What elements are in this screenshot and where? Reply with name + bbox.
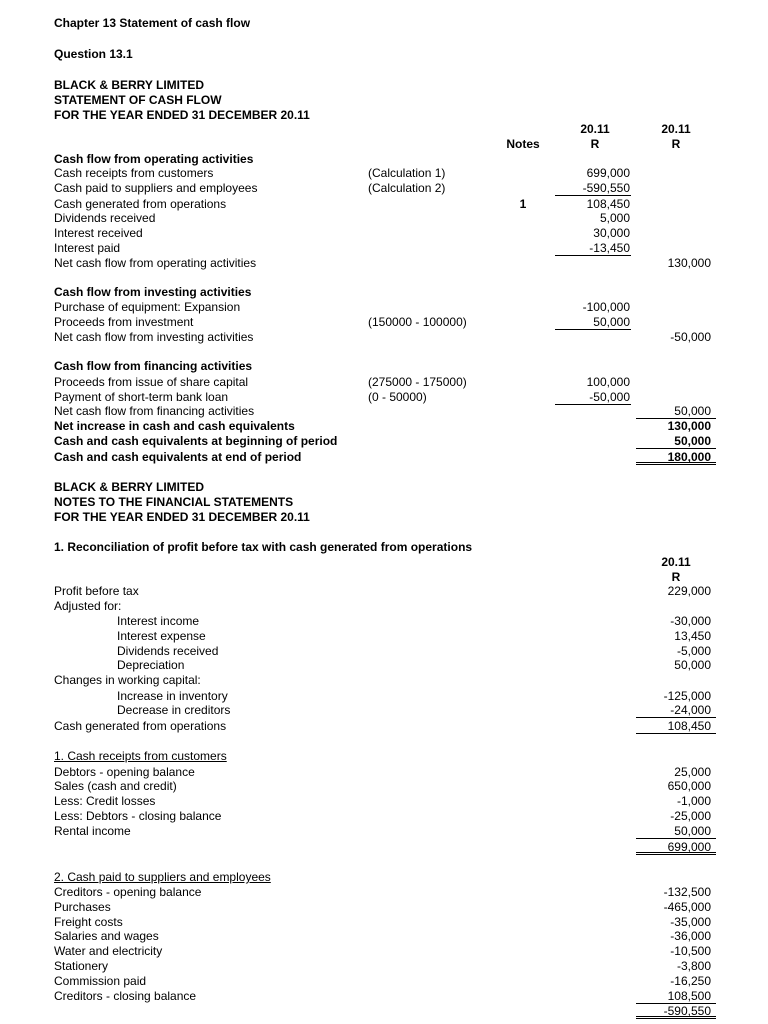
calculation-reference: (150000 - 100000) [368,315,467,329]
statement-title: STATEMENT OF CASH FLOW [54,93,222,107]
subtotal-amount: 50,000 [636,404,716,419]
line-item-label: Rental income [54,824,131,838]
line-item-label: Water and electricity [54,944,163,958]
note-reference: 1 [519,197,527,211]
line-item-amount: -465,000 [663,900,711,914]
line-item-label: Stationery [54,959,109,973]
line-item-amount: -590,550 [555,181,631,196]
line-item-label: Depreciation [117,658,185,672]
calculation-1-title: 1. Cash receipts from customers [54,749,227,763]
line-item-label: Increase in inventory [117,689,228,703]
line-item-label: Creditors - opening balance [54,885,202,899]
line-item-amount: 100,000 [586,375,630,389]
subtotal-amount: -50,000 [670,330,711,344]
line-item-label: Interest received [54,226,143,240]
line-item-amount: -10,500 [670,944,711,958]
calculation-2-title: 2. Cash paid to suppliers and employees [54,870,271,884]
calculation-reference: (0 - 50000) [368,390,427,404]
total-amount: 50,000 [636,434,716,449]
line-item-label: Interest paid [54,241,121,255]
currency-header: R [671,570,681,584]
calculation-total: -590,550 [636,1004,716,1019]
line-item-label: Cash generated from operations [54,197,227,211]
notes-period: FOR THE YEAR ENDED 31 DECEMBER 20.11 [54,510,310,524]
line-item-amount: 13,450 [674,629,711,643]
line-item-label: Sales (cash and credit) [54,779,177,793]
line-item-label: Purchases [54,900,111,914]
total-amount: 130,000 [667,419,711,433]
notes-title: NOTES TO THE FINANCIAL STATEMENTS [54,495,294,509]
total-amount: 108,450 [636,719,716,734]
subtotal-label: Net cash flow from investing activities [54,330,254,344]
line-item-label: Proceeds from investment [54,315,194,329]
chapter-title: Chapter 13 Statement of cash flow [54,16,251,30]
line-item-label: Dividends received [117,644,219,658]
subtotal-label: Net cash flow from financing activities [54,404,255,418]
line-item-amount: -30,000 [670,614,711,628]
line-item-amount: 108,450 [586,197,630,211]
total-label: Cash and cash equivalents at end of period [54,450,302,464]
line-item-amount: -3,800 [676,959,711,973]
section-heading-operating: Cash flow from operating activities [54,152,254,166]
calculation-reference: (Calculation 2) [368,181,446,195]
group-label: Changes in working capital: [54,673,201,687]
line-item-amount: 650,000 [667,779,711,793]
line-item-amount: -5,000 [676,644,711,658]
notes-header: Notes [506,137,540,151]
calculation-reference: (Calculation 1) [368,166,446,180]
line-item-label: Debtors - opening balance [54,765,195,779]
line-item-amount: -24,000 [636,703,716,718]
line-item-label: Dividends received [54,211,156,225]
line-item-amount: 50,000 [674,658,711,672]
total-label: Cash and cash equivalents at beginning of period [54,434,338,448]
line-item-label: Less: Debtors - closing balance [54,809,222,823]
line-item-label: Cash receipts from customers [54,166,214,180]
line-item-label: Payment of short-term bank loan [54,390,229,404]
currency-header: R [671,137,681,151]
line-item-amount: 699,000 [586,166,630,180]
calculation-total: 699,000 [636,840,716,855]
line-item-amount: -50,000 [555,390,631,405]
company-name: BLACK & BERRY LIMITED [54,78,204,92]
line-item-amount: 25,000 [674,765,711,779]
line-item-amount: -100,000 [582,300,630,314]
statement-period: FOR THE YEAR ENDED 31 DECEMBER 20.11 [54,108,310,122]
line-item-label: Purchase of equipment: Expansion [54,300,241,314]
question-number: Question 13.1 [54,47,133,61]
line-item-amount: 30,000 [593,226,630,240]
total-label: Cash generated from operations [54,719,227,733]
year-header: 20.11 [580,122,610,136]
line-item-label: Decrease in creditors [117,703,231,717]
line-item-amount: -1,000 [676,794,711,808]
subtotal-label: Net cash flow from operating activities [54,256,257,270]
line-item-amount: -25,000 [670,809,711,823]
line-item-label: Cash paid to suppliers and employees [54,181,258,195]
section-heading-investing: Cash flow from investing activities [54,285,252,299]
line-item-amount: -35,000 [670,915,711,929]
line-item-amount: 50,000 [555,315,631,330]
line-item-label: Interest expense [117,629,206,643]
total-label: Net increase in cash and cash equivalents [54,419,295,433]
line-item-amount: -125,000 [663,689,711,703]
currency-header: R [590,137,600,151]
line-item-amount: -16,250 [670,974,711,988]
line-item-label: Proceeds from issue of share capital [54,375,249,389]
line-item-amount: 229,000 [667,584,711,598]
line-item-label: Less: Credit losses [54,794,156,808]
total-amount: 180,000 [636,450,716,465]
group-label: Adjusted for: [54,599,122,613]
line-item-label: Creditors - closing balance [54,989,197,1003]
line-item-amount: 5,000 [599,211,630,225]
line-item-amount: 50,000 [636,824,716,839]
line-item-amount: -36,000 [670,929,711,943]
line-item-amount: -132,500 [663,885,711,899]
note-1-title: 1. Reconciliation of profit before tax with cash generated from operations [54,540,473,554]
year-header: 20.11 [661,122,691,136]
line-item-label: Salaries and wages [54,929,159,943]
section-heading-financing: Cash flow from financing activities [54,359,253,373]
line-item-amount: -13,450 [555,241,631,256]
line-item-label: Interest income [117,614,200,628]
line-item-label: Profit before tax [54,584,139,598]
calculation-reference: (275000 - 175000) [368,375,467,389]
line-item-amount: 108,500 [636,989,716,1004]
line-item-label: Commission paid [54,974,147,988]
year-header: 20.11 [661,555,691,569]
line-item-label: Freight costs [54,915,123,929]
subtotal-amount: 130,000 [667,256,711,270]
company-name: BLACK & BERRY LIMITED [54,480,204,494]
